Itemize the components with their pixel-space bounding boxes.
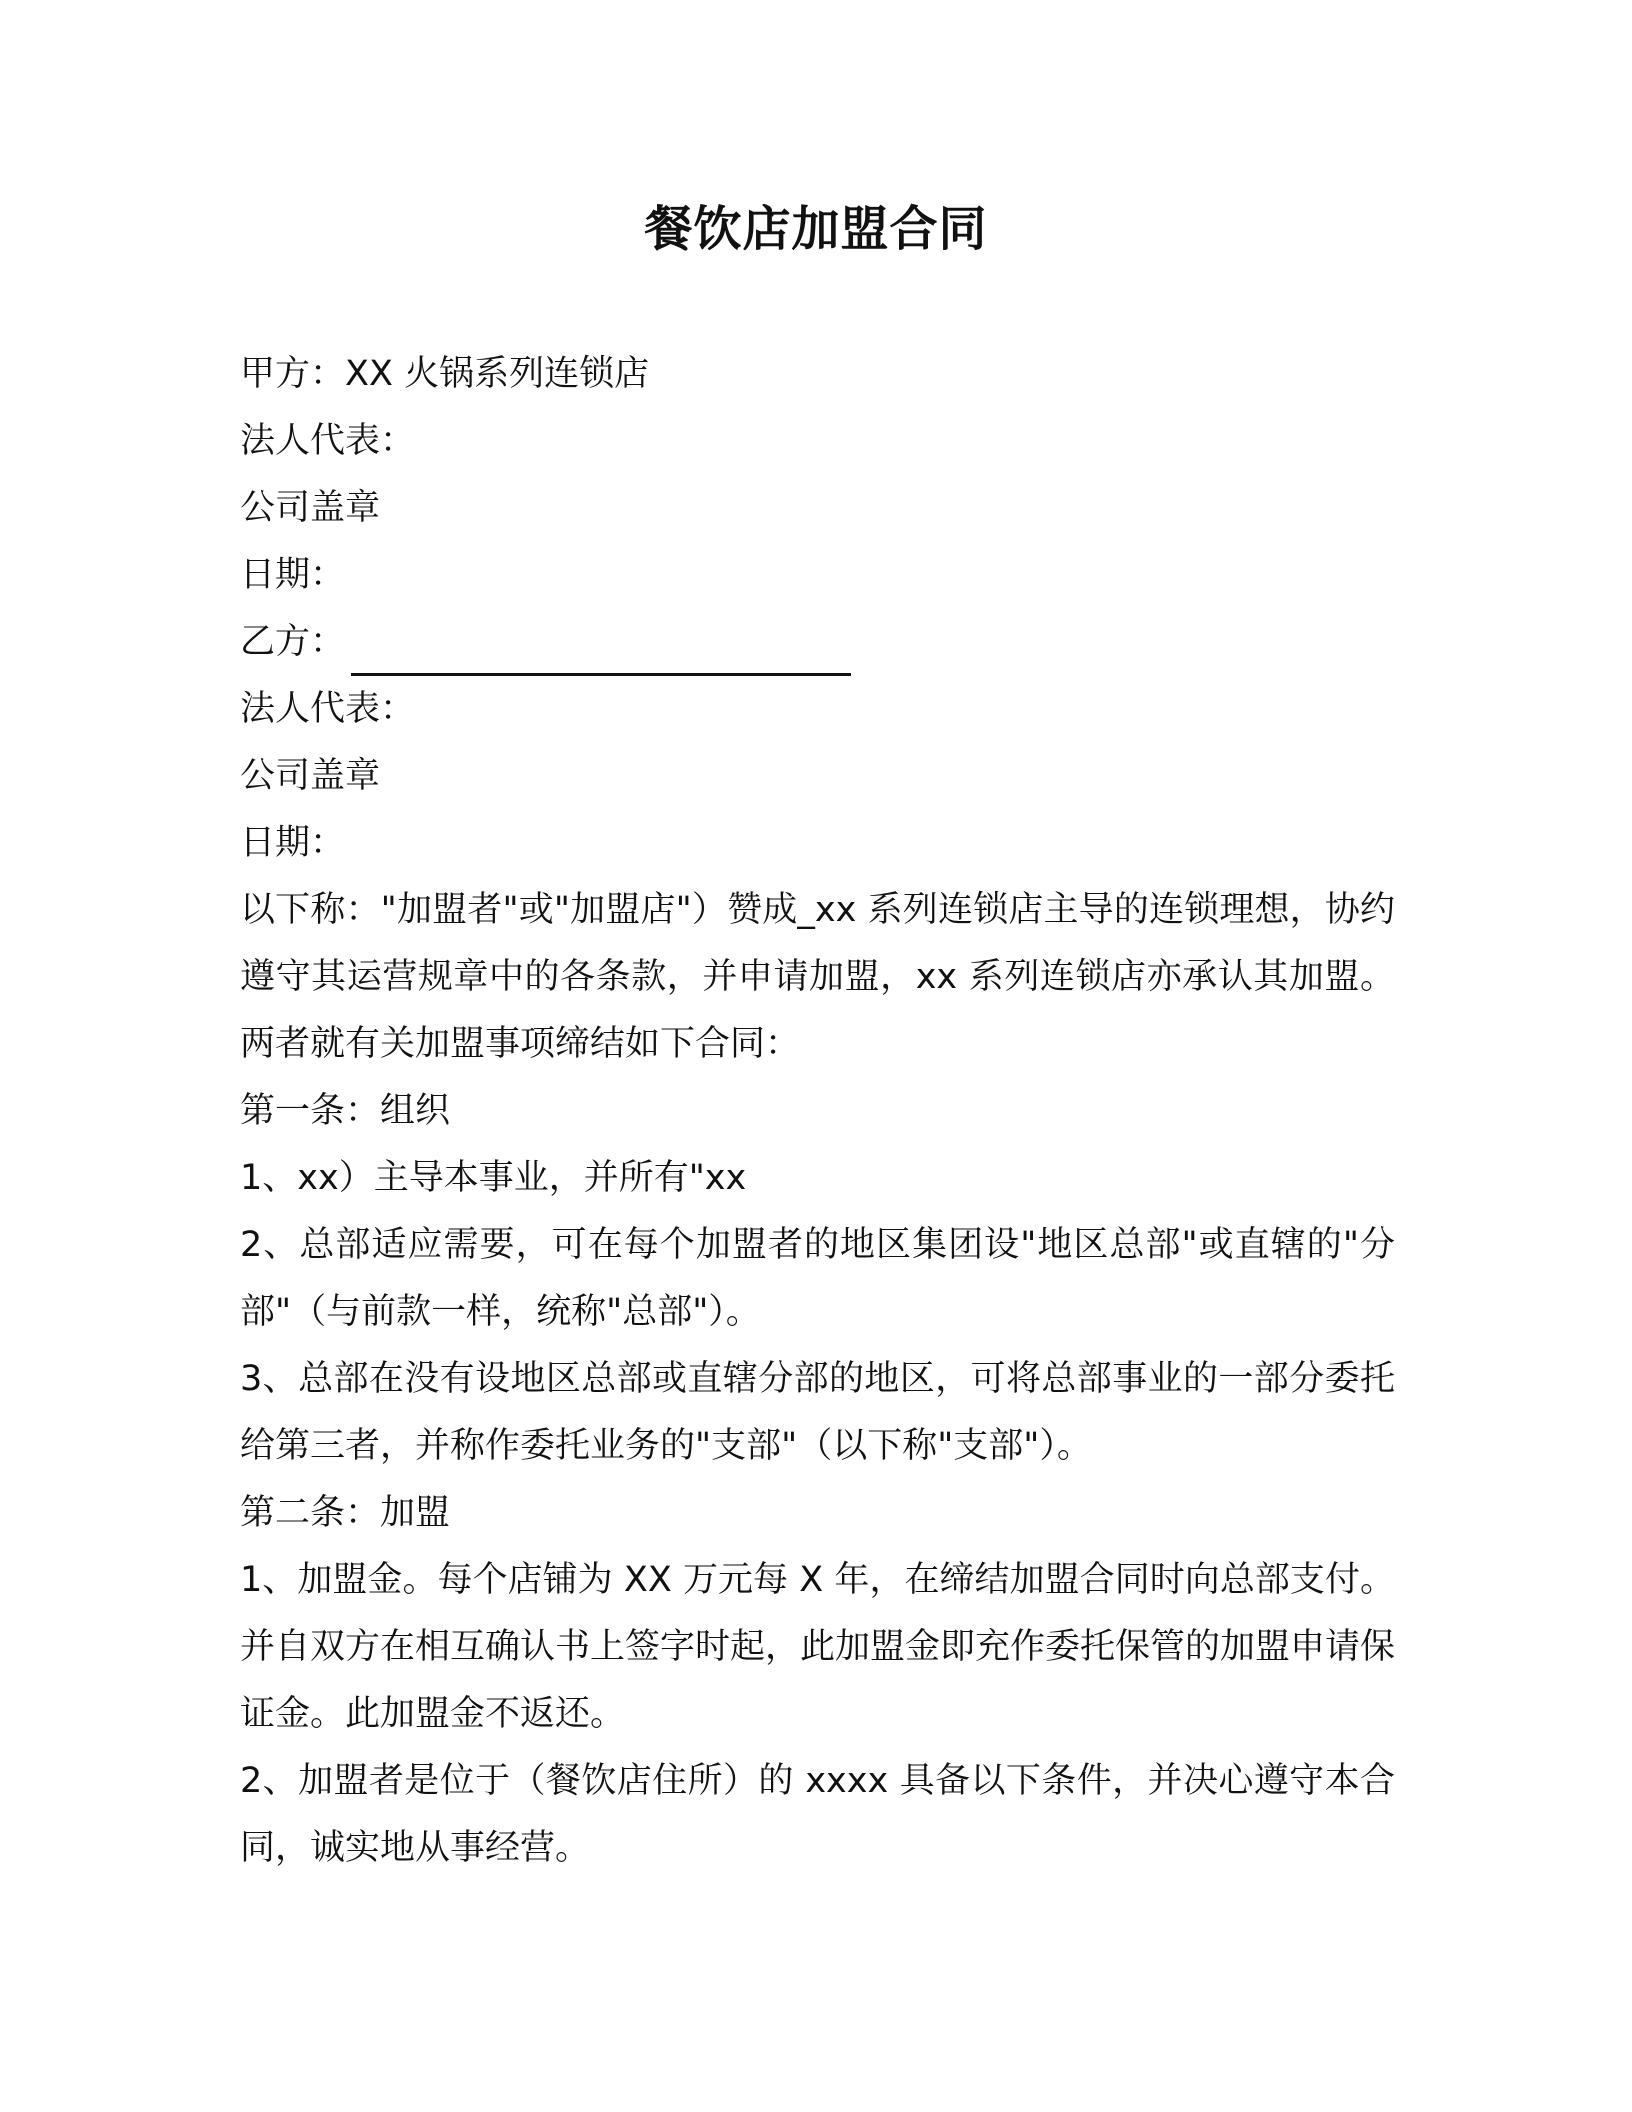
party-a-block — [240, 341, 1395, 1882]
article2-heading: 第二条：加盟 — [240, 1493, 451, 1533]
article1-item-1: 1、xx）主导本事业，并所有"xx — [240, 1158, 747, 1198]
article1-heading: 第一条：组织 — [240, 1091, 451, 1131]
party-b-date: 日期： — [240, 823, 346, 863]
party-b-line — [240, 609, 1395, 676]
party-b-label: 乙方： — [240, 622, 346, 662]
article2-item-2: 2、加盟者是位于（餐饮店住所）的 xxxx 具备以下条件，并决心遵守本合同，诚实地从事经营。 — [240, 1761, 1395, 1868]
party-a-date: 日期： — [240, 555, 346, 595]
party-b-blank-field — [351, 633, 851, 676]
document-title: 餐饮店加盟合同 — [644, 201, 988, 257]
party-a-seal: 公司盖章 — [240, 488, 381, 528]
party-b-seal: 公司盖章 — [240, 756, 381, 796]
article1-item-2: 2、总部适应需要，可在每个加盟者的地区集团设"地区总部"或直辖的"分部"（与前款一样，统称"总部"）。 — [240, 1225, 1395, 1332]
preamble-paragraph: 以下称："加盟者"或"加盟店"）赞成_xx 系列连锁店主导的连锁理想，协约遵守其运营规章中的各条款，并申请加盟，xx 系列连锁店亦承认其加盟。两者就有关加盟事项缔结如下合同： — [240, 890, 1395, 1064]
party-b-legal-rep: 法人代表： — [240, 689, 416, 729]
article2-item-1: 1、加盟金。每个店铺为 XX 万元每 X 年，在缔结加盟合同时向总部支付。并自双方在相互确认书上签字时起，此加盟金即充作委托保管的加盟申请保证金。此加盟金不返还。 — [240, 1560, 1396, 1734]
party-a-legal-rep: 法人代表： — [240, 421, 416, 461]
article1-item-3: 3、总部在没有设地区总部或直辖分部的地区，可将总部事业的一部分委托给第三者，并称作委托业务的"支部"（以下称"支部"）。 — [240, 1359, 1395, 1466]
party-a-line: 甲方：XX 火锅系列连锁店 — [240, 354, 650, 394]
